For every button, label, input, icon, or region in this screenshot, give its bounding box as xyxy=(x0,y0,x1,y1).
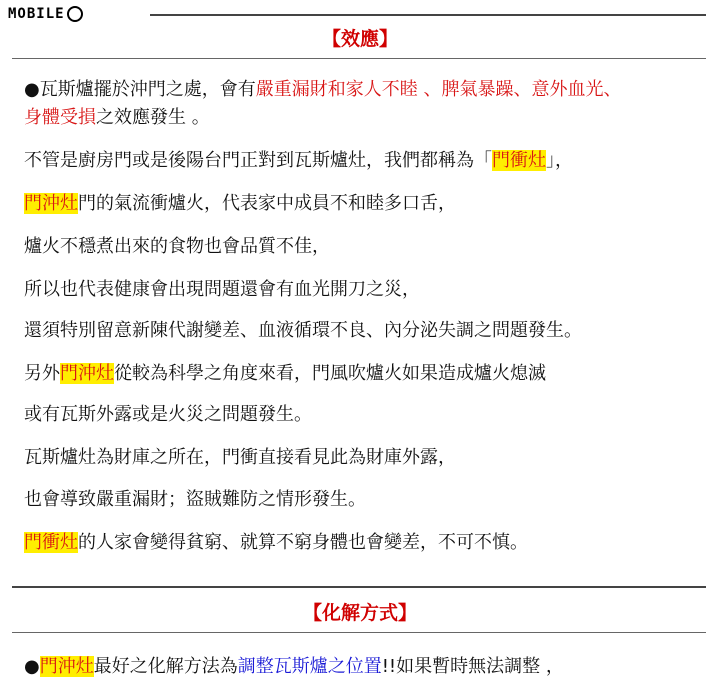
mobile01-logo-icon xyxy=(67,6,83,22)
paragraph-7 xyxy=(24,361,546,387)
text: 另外 xyxy=(24,363,60,384)
text: 最好之化解方法為 xyxy=(93,656,238,677)
paragraph-10: 也會導致嚴重漏財；盜賊難防之情形發生。 xyxy=(24,489,366,510)
paragraph-1-cont xyxy=(24,105,210,131)
logo-text: MOBILE xyxy=(8,6,65,22)
paragraph-2 xyxy=(24,148,573,174)
paragraph-11 xyxy=(24,530,528,556)
highlight-term: 門沖灶 xyxy=(39,656,94,677)
solution-paragraph-1 xyxy=(24,654,564,680)
text: 瓦斯爐擺於沖門之處，會有 xyxy=(39,79,256,100)
text: 的人家會變得貧窮、就算不窮身體也會變差，不可不慎。 xyxy=(78,532,528,553)
text: 不管是廚房門或是後陽台門正對到瓦斯爐灶，我們都稱為「 xyxy=(24,150,492,171)
paragraph-9: 瓦斯爐灶為財庫之所在，門衝直接看見此為財庫外露， xyxy=(24,447,456,468)
solution-highlight: 調整瓦斯爐之位置 xyxy=(237,656,382,677)
paragraph-8: 或有瓦斯外露或是火災之問題發生。 xyxy=(24,404,312,425)
divider xyxy=(12,632,706,633)
text: 之效應發生 。 xyxy=(96,107,210,128)
text: 」， xyxy=(546,150,573,171)
section-title-solutions: 【化解方式】 xyxy=(302,602,417,624)
highlight-term: 門衝灶 xyxy=(24,532,78,553)
site-logo[interactable] xyxy=(8,6,83,22)
bullet: ● xyxy=(24,656,40,677)
divider xyxy=(12,586,706,588)
highlight-text: 嚴重漏財和家人不睦 、脾氣暴躁、意外血光、 xyxy=(255,79,622,100)
highlight-term: 門沖灶 xyxy=(24,193,78,214)
paragraph-4: 爐火不穩煮出來的食物也會品質不佳， xyxy=(24,236,330,257)
section-title-effects: 【效應】 xyxy=(321,28,398,50)
highlight-term: 門沖灶 xyxy=(60,363,114,384)
text: 門的氣流衝爐火，代表家中成員不和睦多口舌， xyxy=(78,193,456,214)
paragraph-1 xyxy=(24,77,621,103)
paragraph-6: 還須特別留意新陳代謝變差、血液循環不良、內分泌失調之問題發生。 xyxy=(24,320,582,341)
text: 從較為科學之角度來看，門風吹爐火如果造成爐火熄滅 xyxy=(114,363,546,384)
paragraph-5: 所以也代表健康會出現問題還會有血光開刀之災， xyxy=(24,279,420,300)
highlight-text: 身體受損 xyxy=(24,107,96,128)
paragraph-3 xyxy=(24,191,456,217)
highlight-term: 門衝灶 xyxy=(492,150,546,171)
text: !!如果暫時無法調整 ， xyxy=(381,656,564,677)
top-divider xyxy=(150,14,706,16)
divider xyxy=(12,58,706,59)
bullet: ● xyxy=(24,79,40,100)
